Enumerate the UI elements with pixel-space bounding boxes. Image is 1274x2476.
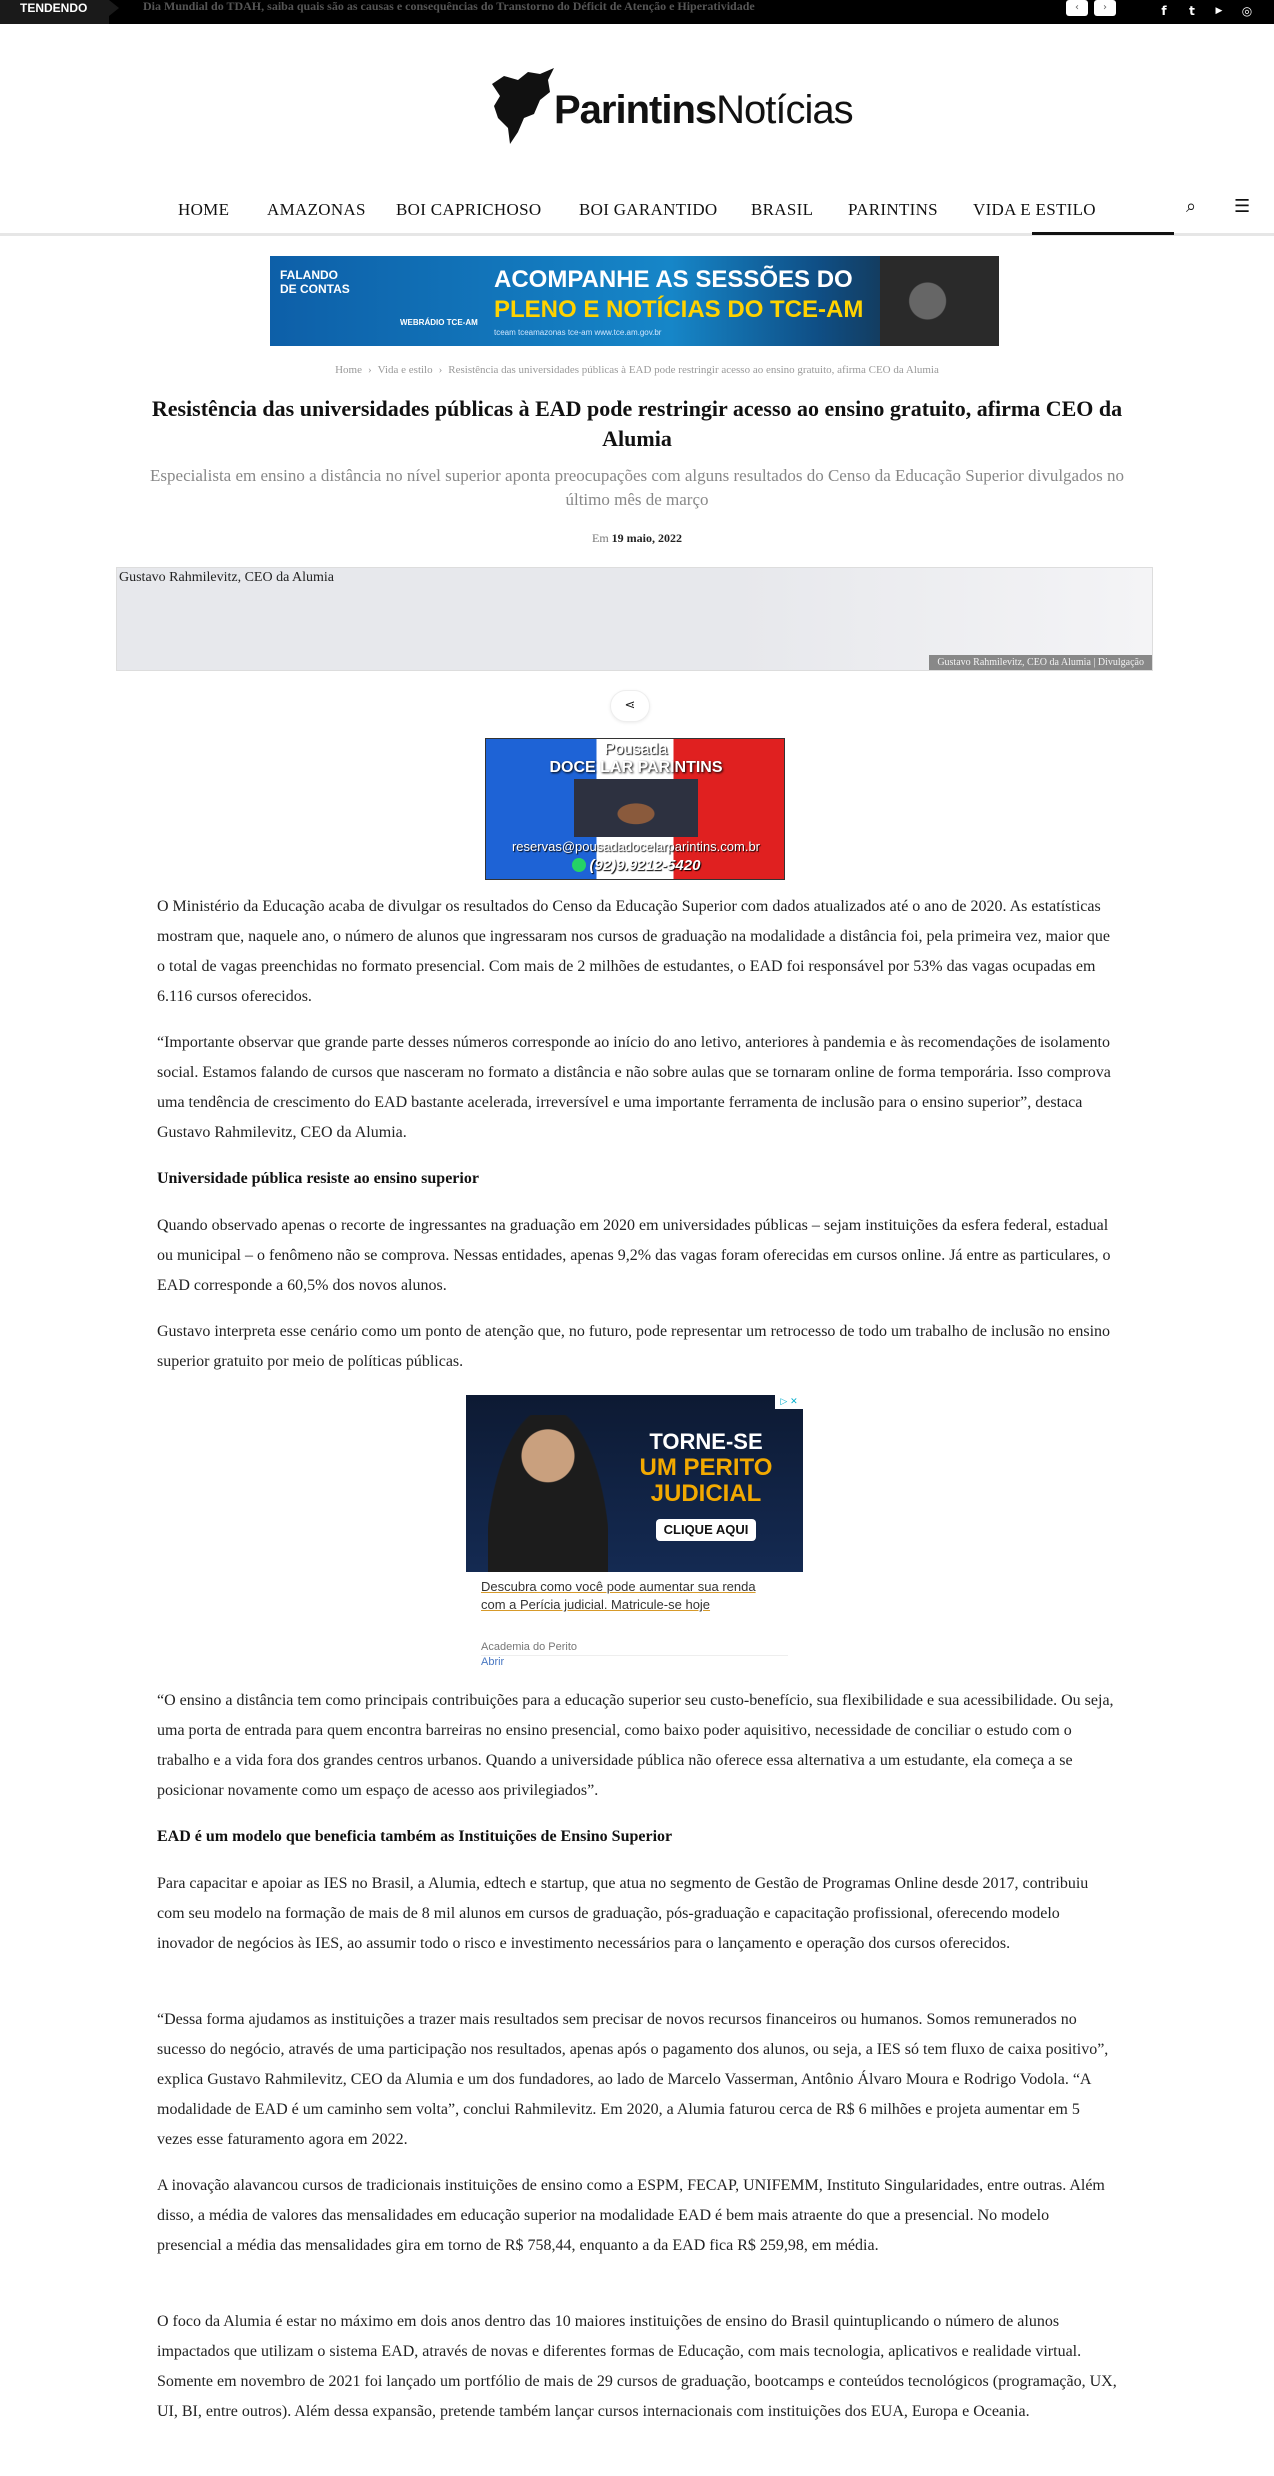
featured-image (116, 567, 1153, 671)
youtube-icon[interactable]: ▶ (1215, 6, 1223, 16)
perito-ad-cta[interactable]: CLIQUE AQUI (656, 1519, 756, 1541)
article-paragraph: Quando observado apenas o recorte de ingressantes na graduação em 2020 em universidades públicas – sejam instituições da esfera federal, estadual ou municipal – o fenômeno não se comprova. Nessas entidades, apenas 9,2% das vagas foram oferecidas em cursos online. Já entre as particulares, o EAD corresponde a 60,5% dos novos alunos. (157, 1217, 1111, 1294)
banner-headline-2: PLENO E NOTÍCIAS DO TCE-AM (494, 296, 864, 323)
tce-banner-ad[interactable] (270, 256, 999, 346)
menu-icon[interactable]: ☰ (1234, 196, 1251, 217)
trending-badge: TENDENDO (0, 0, 109, 24)
nav-brasil[interactable]: BRASIL (751, 200, 814, 219)
share-icon: ⋖ (624, 698, 636, 713)
pousada-ad-phone: (92)9.9212-5420 (486, 857, 785, 874)
banner-webradio: WEBRÁDIO TCE-AM (400, 318, 478, 327)
featured-image-caption: Gustavo Rahmilevitz, CEO da Alumia | Divulgação (929, 655, 1152, 670)
nav-boi-caprichoso[interactable]: BOI CAPRICHOSO (396, 200, 542, 219)
perito-ad-line2: UM PERITO JUDICIAL (639, 1454, 773, 1507)
article-subheading: EAD é um modelo que beneficia também as Instituições de Ensino Superior (157, 1828, 673, 1845)
pousada-ad-line1: Pousada (604, 741, 668, 758)
divider (481, 1655, 788, 1656)
facebook-icon[interactable]: f (1161, 4, 1167, 18)
nav-boi-garantido[interactable]: BOI GARANTIDO (579, 200, 718, 219)
adchoices-icon[interactable]: ▷ ✕ (775, 1395, 803, 1409)
trending-prev-button[interactable]: ‹ (1066, 0, 1088, 16)
banner-footer: tceam tceamazonas tce-am www.tce.am.gov.br (494, 328, 662, 337)
site-logo[interactable] (488, 66, 853, 146)
article-paragraph: Gustavo interpreta esse cenário como um ponto de atenção que, no futuro, pode representar um retrocesso de todo um trabalho de inclusão no ensino superior gratuito por meio de políticas públicas. (157, 1323, 1111, 1370)
article-date: Em 19 maio, 2022 (591, 531, 682, 545)
perito-ad-text[interactable]: Descubra como você pode aumentar sua renda com a Perícia judicial. Matricule-se hoje (481, 1579, 756, 1612)
amazonas-map-icon (488, 66, 558, 146)
article-paragraph: A inovação alavancou cursos de tradicionais instituições de ensino como a ESPM, FECAP, UNIFEMM, Instituto Singularidades, entre outras. Além disso, a média de valores das mensalidades em educação superior na modalidade EAD é bem mais atraente do que a presencial. No modelo presencial a média das mensalidades gira em torno de R$ 758,44, enquanto a da EAD fica R$ 259,98, em média. (157, 2177, 1105, 2254)
chevron-right-icon: › (438, 364, 443, 376)
nav-vida-e-estilo[interactable]: VIDA E ESTILO (973, 200, 1096, 219)
nav-amazonas[interactable]: AMAZONAS (267, 200, 366, 219)
main-nav (0, 192, 1274, 236)
nav-active-indicator (1032, 232, 1174, 235)
trending-next-button[interactable]: › (1094, 0, 1116, 16)
pousada-ad[interactable] (485, 738, 785, 880)
whatsapp-icon (572, 858, 586, 872)
banner-brand: FALANDO DE CONTAS (280, 268, 350, 296)
pousada-ad-email: reservas@pousadadocelarparintins.com.br (511, 839, 761, 854)
article-paragraph: “Dessa forma ajudamos as instituições a trazer mais resultados sem precisar de novos recursos financeiros ou humanos. Somos remunerados no sucesso do negócio, através de uma participação nos resultados, apenas após o pagamento dos alunos, ou seja, a IES só tem fluxo de caixa positivo”, explica Gustavo Rahmilevitz, CEO da Alumia e um dos fundadores, ao lado de Marcelo Vasserman, Antônio Álvaro Moura e Rodrigo Vodola. “A modalidade de EAD é um caminho sem volta”, conclui Rahmilevitz. Em 2020, a Alumia faturou cerca de R$ 6 milhões e projeta aumentar em 5 vezes esse faturamento agora em 2022. (157, 2011, 1109, 2148)
perito-ad[interactable] (466, 1395, 803, 1671)
logo-wordmark: ParintinsNotícias (554, 88, 853, 132)
nav-home[interactable]: HOME (178, 200, 230, 219)
perito-ad-image (466, 1395, 803, 1572)
instagram-icon[interactable]: ◎ (1241, 4, 1253, 18)
search-icon[interactable]: ⌕ (1186, 196, 1197, 217)
article-title: Resistência das universidades públicas à EAD pode restringir acesso ao ensino gratuito, afirma CEO da Alumia (151, 396, 1123, 451)
breadcrumb-current: Resistência das universidades públicas à EAD pode restringir acesso ao ensino gratuito, afirma CEO da Alumia (448, 364, 939, 376)
article-paragraph: O Ministério da Educação acaba de divulgar os resultados do Censo da Educação Superior com dados atualizados até o ano de 2020. As estatísticas mostram que, naquele ano, o número de alunos que ingressaram nos cursos de graduação na modalidade a distância foi, pela primeira vez, maior que o total de vagas preenchidas no formato presencial. Com mais de 2 milhões de estudantes, o EAD foi responsável por 53% das vagas ocupadas em 6.116 cursos oferecidos. (157, 898, 1110, 1005)
pousada-ad-image (574, 779, 698, 837)
perito-ad-source: Academia do Perito (481, 1641, 577, 1653)
banner-headline-1: ACOMPANHE AS SESSÕES DO (494, 266, 853, 293)
top-bar (0, 0, 1274, 24)
article-paragraph: Para capacitar e apoiar as IES no Brasil, a Alumia, edtech e startup, que atua no segmento de Gestão de Programas Online desde 2017, contribuiu com seu modelo na formação de mais de 8 mil alunos em cursos de graduação, pós-graduação e capacitação profissional, oferecendo modelo inovador de negócios às IES, ao assumir todo o risco e investimento necessários para o lançamento e operação dos cursos oferecidos. (157, 1875, 1089, 1952)
breadcrumb-category[interactable]: Vida e estilo (377, 364, 433, 376)
nav-parintins[interactable]: PARINTINS (848, 200, 938, 219)
breadcrumb-home[interactable]: Home (335, 364, 362, 376)
perito-ad-person (488, 1415, 608, 1572)
microphone-image (880, 256, 999, 346)
article-subtitle: Especialista em ensino a distância no nível superior aponta preocupações com alguns resultados do Censo da Educação Superior divulgados no último mês de março (150, 466, 1124, 509)
twitter-icon[interactable]: t (1189, 4, 1195, 18)
perito-ad-line1: TORNE-SE (649, 1429, 763, 1454)
article-paragraph: “O ensino a distância tem como principais contribuições para a educação superior seu custo-benefício, sua flexibilidade e sua acessibilidade. Ou seja, uma porta de entrada para quem encontra barreiras no ensino presencial, como baixo poder aquisitivo, necessidade de conciliar o estudo com o trabalho e a vida fora dos grandes centros urbanos. Quando a universidade pública não oferece essa alternativa a um estudante, ela começa a se posicionar novamente como um espaço de acesso aos privilegiados”. (157, 1692, 1114, 1799)
article-paragraph: O foco da Alumia é estar no máximo em dois anos dentro das 10 maiores instituições de ensino do Brasil quintuplicando o número de alunos impactados que utilizam o sistema EAD, através de novas e diferentes formas de Educação, com mais tecnologia, aplicativos e realidade virtual. Somente em novembro de 2021 foi lançado um portfólio de mais de 29 cursos de graduação, bootcamps e conteúdos tecnológicos (programação, UX, UI, BI, entre outros). Além dessa expansão, pretende também lançar cursos internacionais com instituições dos EUA, Europa e Oceania. (157, 2313, 1117, 2420)
pousada-ad-line2: DOCE LAR PARINTINS (549, 759, 723, 776)
trending-headline-link[interactable]: Dia Mundial do TDAH, saiba quais são as causas e consequências do Transtorno do Déficit de Atenção e Hiperatividade (143, 0, 755, 13)
perito-ad-open-link[interactable]: Abrir (481, 1656, 505, 1668)
share-button[interactable] (610, 690, 650, 722)
article-subheading: Universidade pública resiste ao ensino superior (157, 1170, 479, 1187)
breadcrumb (0, 364, 1274, 376)
article-paragraph: “Importante observar que grande parte desses números corresponde ao início do ano letivo, anteriores à pandemia e às recomendações de isolamento social. Estamos falando de cursos que nasceram no formato a distância e não sobre aulas que se tornaram online de forma temporária. Isso comprova uma tendência de crescimento do EAD bastante acelerada, irreversível e uma importante ferramenta de inclusão para o ensino superior”, destaca Gustavo Rahmilevitz, CEO da Alumia. (157, 1034, 1111, 1141)
chevron-right-icon: › (368, 364, 372, 376)
featured-image-alt: Gustavo Rahmilevitz, CEO da Alumia (119, 570, 335, 585)
